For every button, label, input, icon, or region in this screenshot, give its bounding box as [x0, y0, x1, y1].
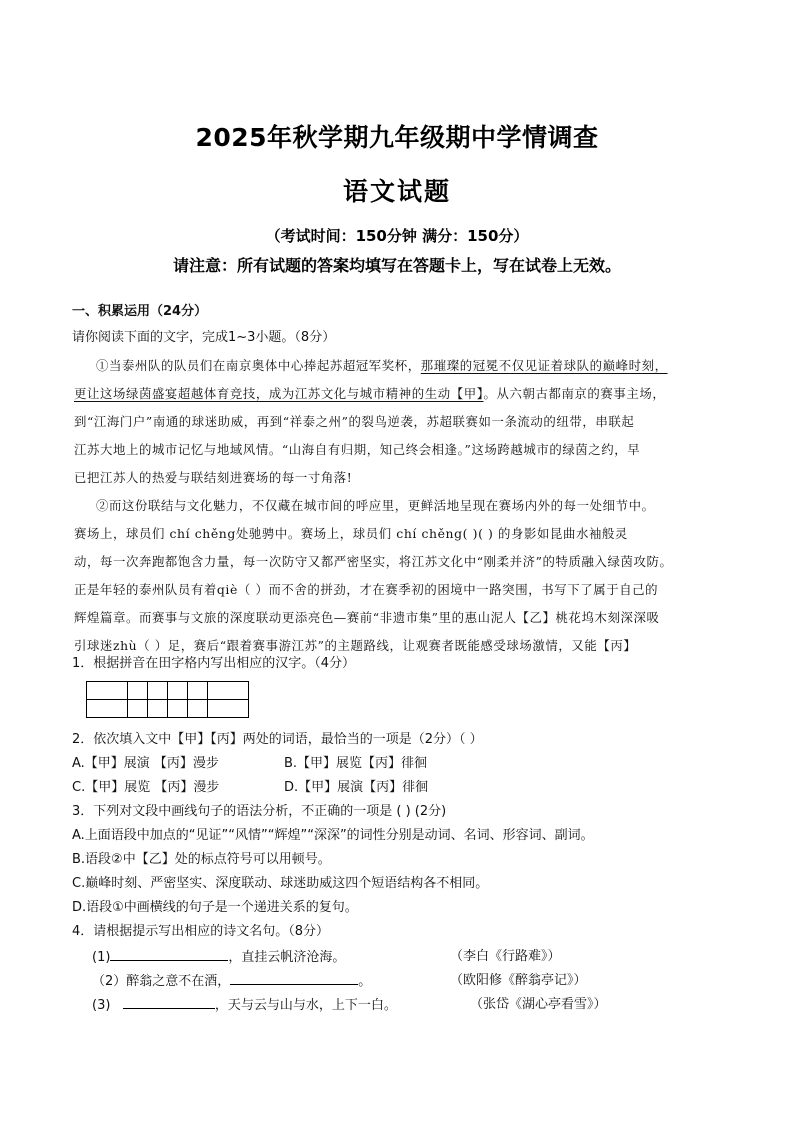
option-a: A.上面语段中加点的“见证”“风情”“辉煌”“深深”的词性分别是动词、名词、形容词、副词。 [72, 828, 594, 843]
passage-line [74, 385, 665, 403]
answer-blank[interactable] [123, 996, 215, 1009]
section-instruction: 请你阅读下面的文字，完成1~3小题。（8分） [72, 330, 336, 345]
option-d: D.语段①中画横线的句子是一个递进关系的复句。 [72, 900, 358, 915]
poem-text: 。 [358, 974, 372, 989]
passage-text: ①当泰州队的队员们在南京奥体中心捧起苏超冠军奖杯， [96, 358, 421, 373]
underlined-sentence: 那璀璨的冠冕不仅见证着球队的巅峰时刻， [420, 358, 668, 373]
answer-blank[interactable] [110, 948, 228, 961]
option-c: C.【甲】展览 【丙】漫步 [72, 780, 220, 795]
poem-source: （李白《行路难》） [450, 949, 561, 964]
poem-source: （欧阳修《醉翁亭记》） [450, 973, 587, 988]
grid-cell[interactable] [87, 682, 128, 700]
option-a: A.【甲】展演 【丙】漫步 [72, 756, 219, 771]
grid-cell[interactable] [148, 682, 168, 700]
section-heading: 一、积累运用（24分） [72, 304, 208, 319]
grid-cell[interactable] [188, 700, 208, 718]
option-b: B.语段②中【乙】处的标点符号可以用顿号。 [72, 852, 331, 867]
grid-cell[interactable] [208, 700, 249, 718]
grid-cell[interactable] [188, 682, 208, 700]
exam-title: 2025年秋学期九年级期中学情调查 [195, 123, 599, 152]
poem-text: （2）醉翁之意不在酒， [92, 974, 231, 989]
passage-line: 已把江苏人的热爱与联结刻进赛场的每一寸角落! [74, 470, 353, 485]
grid-cell[interactable] [208, 682, 249, 700]
notice: 请注意：所有试题的答案均填写在答题卡上，写在试卷上无效。 [172, 256, 621, 275]
subject-title: 语文试题 [342, 177, 451, 206]
passage-line [96, 357, 668, 375]
answer-blank[interactable] [230, 972, 358, 985]
exam-info: （考试时间：150分钟 满分：150分） [265, 227, 529, 245]
passage-line: 到“江海门户”南通的球迷助威，再到“祥泰之州”的裂鸟逆袭，苏超联赛如一条流动的纽带，串联起 [74, 414, 635, 429]
grid-row [87, 682, 249, 700]
poem-source: （张岱《湖心亭看雪》） [470, 997, 607, 1012]
answer-grid[interactable] [86, 681, 249, 718]
passage-line: ②而这份联结与文化魅力，不仅藏在城市间的呼应里，更鲜活地呈现在赛场内外的每一处细节中。 [96, 498, 655, 513]
question-4: 4．请根据提示写出相应的诗文名句。（8分） [72, 924, 330, 939]
option-c: C.巅峰时刻、严密坚实、深度联动、球迷助威这四个短语结构各不相同。 [72, 876, 489, 891]
grid-cell[interactable] [168, 682, 188, 700]
grid-cell[interactable] [168, 700, 188, 718]
poem-text: ，直挂云帆济沧海。 [228, 950, 346, 965]
question-3: 3．下列对文段中画线句子的语法分析，不正确的一项是 ( ) (2分) [72, 804, 447, 819]
option-d: D.【甲】展演【丙】徘徊 [284, 780, 429, 795]
item-number: (3) [92, 998, 111, 1013]
option-b: B.【甲】展览【丙】徘徊 [284, 756, 428, 771]
poem-item-3 [92, 996, 397, 1015]
item-number: (1) [92, 950, 111, 965]
poem-item-1 [92, 948, 345, 967]
question-1: 1．根据拼音在田字格内写出相应的汉字。（4分） [72, 656, 356, 671]
passage-text: 。从六朝古都南京的赛事主场， [483, 386, 666, 401]
grid-cell[interactable] [87, 700, 128, 718]
passage-line: 江苏大地上的城市记忆与地域风情。“山海自有归期，知己终会相逢。”这场跨越城市的绿茵之约，早 [74, 442, 641, 457]
grid-cell[interactable] [148, 700, 168, 718]
passage-line: 辉煌篇章。而赛事与文旅的深度联动更添亮色—赛前“非遗市集”里的惠山泥人【乙】桃花坞木刻深深吸 [74, 610, 660, 625]
passage-line: 赛场上，球员们 chí chěng处驰骋中。赛场上，球员们 chí chěng( )( ) 的身影如昆曲水袖般灵 [74, 526, 628, 541]
grid-cell[interactable] [128, 700, 148, 718]
underlined-sentence: 更让这场绿茵盛宴超越体育竞技，成为江苏文化与城市精神的生动【甲】 [74, 386, 484, 401]
poem-item-2 [92, 972, 371, 991]
grid-row [87, 700, 249, 718]
passage-line: 正是年轻的泰州队员有着qiè（ ）而不舍的拼劲，才在赛季初的困境中一路突围，书写下了属于自己的 [74, 582, 659, 597]
grid-cell[interactable] [128, 682, 148, 700]
passage-line: 动，每一次奔跑都饱含力量，每一次防守又都严密坚实，将江苏文化中“刚柔并济”的特质融入绿茵攻防。 [74, 554, 673, 569]
passage-line: 引球迷zhù（ ）足，赛后“跟着赛事游江苏”的主题路线，让观赛者既能感受球场激情，又能【丙】 [74, 638, 637, 653]
poem-text: ，天与云与山与水，上下一白。 [214, 998, 397, 1013]
question-2: 2．依次填入文中【甲】【丙】两处的词语，最恰当的一项是（2分）（ ） [72, 732, 483, 747]
